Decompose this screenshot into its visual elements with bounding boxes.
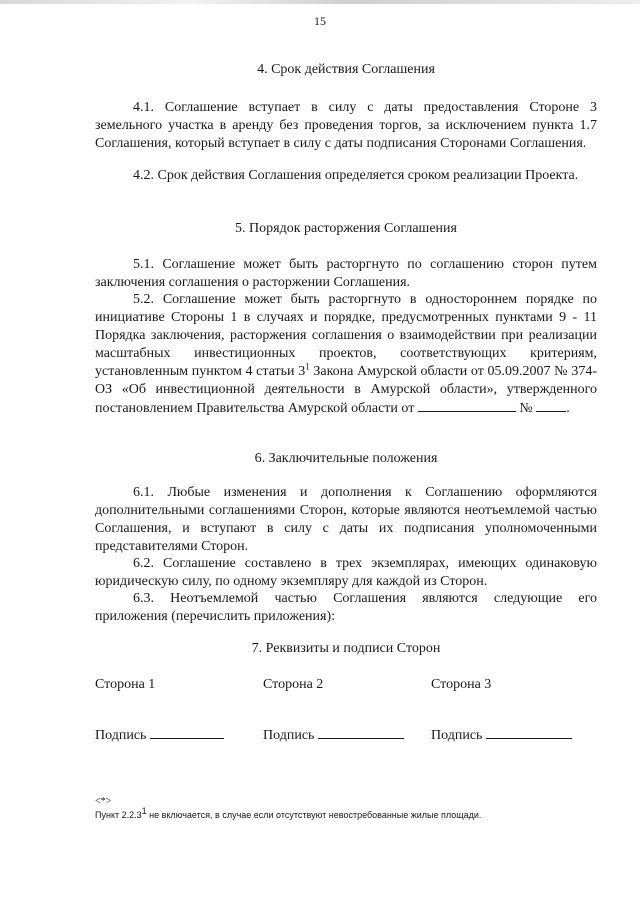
signature-label: Подпись (263, 728, 315, 743)
section-5-title: 5. Порядок расторжения Соглашения (235, 221, 457, 236)
date-blank (418, 399, 516, 412)
party-2-signature (263, 726, 404, 744)
section-7-title: 7. Реквизиты и подписи Сторон (251, 641, 441, 656)
article-superscript: 1 (305, 361, 310, 372)
signature-label: Подпись (95, 728, 147, 743)
paragraph-5-2 (95, 291, 597, 418)
paragraph-5-2-end: . (566, 401, 570, 416)
signature-line (486, 726, 572, 739)
scan-artifact (0, 0, 640, 4)
paragraph-4-2: 4.2. Срок действия Соглашения определяется сроком реализации Проекта. (133, 168, 579, 183)
section-6-title: 6. Заключительные положения (254, 451, 438, 466)
party-3-label: Сторона 3 (431, 677, 492, 692)
number-sign: № (515, 401, 537, 416)
signature-label: Подпись (431, 728, 483, 743)
paragraph-5-1: 5.1. Соглашение может быть расторгнуто по соглашению сторон путем заключения соглашения о расторжении Соглашения. (95, 257, 597, 290)
footnote-text-b: не включается, в случае если отсутствуют невостребованные жилые площади. (146, 810, 482, 820)
section-4-title: 4. Срок действия Соглашения (257, 62, 435, 77)
paragraph-5-2-text-a: 5.2. Соглашение может быть расторгнуто в одностороннем порядке по инициативе Стороны 1 в случаях и порядке, предусмотренных пунктами 9 - 11 Порядка заключения, расторжения соглашения о взаимодействии при реализации масштабных инвестиционных проектов, соответствующих критериям, установленным пунктом 4 статьи 3 (95, 292, 597, 379)
party-3-signature (431, 726, 572, 744)
paragraph-6-1: 6.1. Любые изменения и дополнения к Соглашению оформляются дополнительными соглашениями Сторон, которые являются неотъемлемой частью Соглашения, и вступают в силу с даты их подписания уполномоченными представителями Сторон. (95, 485, 597, 554)
party-1-label: Сторона 1 (95, 677, 156, 692)
footnote-mark: <*> (95, 796, 112, 807)
footnote-text (95, 806, 482, 820)
paragraph-6-3: 6.3. Неотъемлемой частью Соглашения являются следующие его приложения (перечислить приложения): (95, 591, 597, 624)
paragraph-6-2: 6.2. Соглашение составлено в трех экземплярах, имеющих одинаковую юридическую силу, по одному экземпляру для каждой из Сторон. (95, 556, 597, 589)
paragraph-4-1: 4.1. Соглашение вступает в силу с даты предоставления Стороне 3 земельного участка в аренду без проведения торгов, за исключением пункта 1.7 Соглашения, который вступает в силу с даты подписания Сторонами Соглашения. (95, 100, 597, 151)
signature-line (318, 726, 404, 739)
party-2-label: Сторона 2 (263, 677, 324, 692)
footnote-superscript: 1 (141, 806, 147, 816)
page-number: 15 (314, 14, 326, 28)
paragraph-5-2-text-b: Закона Амурской области от 05.09.2007 № 374-ОЗ «Об инвестиционной деятельности в Амурской области», утвержденного постановлением Правительства Амурской области от (95, 364, 598, 416)
footnote-text-a: Пункт 2.2.3 (95, 810, 142, 820)
signature-line (150, 726, 224, 739)
party-1-signature (95, 726, 224, 744)
number-blank (536, 399, 566, 412)
